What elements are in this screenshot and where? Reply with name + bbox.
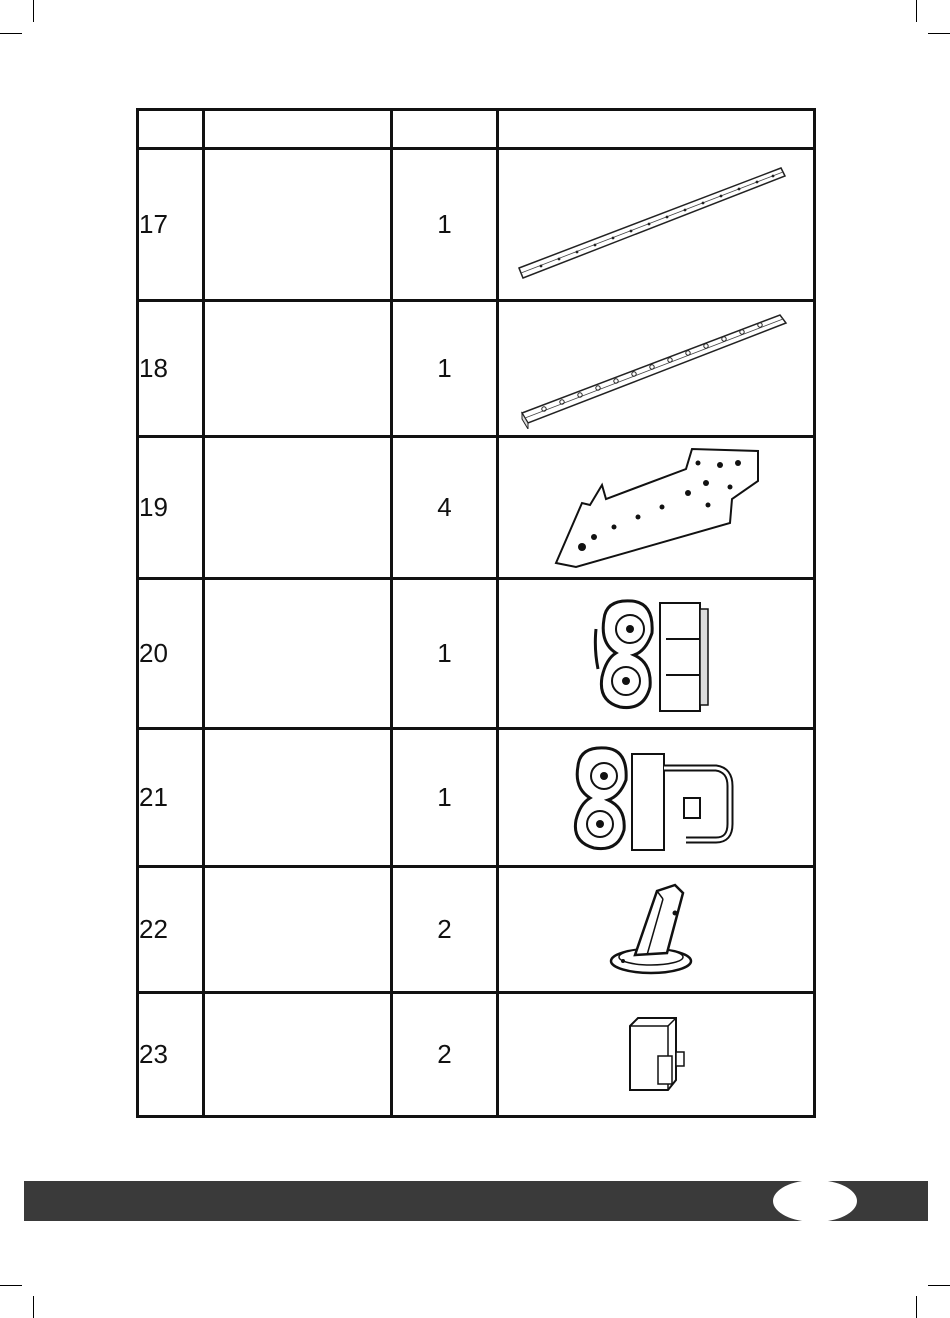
part-description	[204, 579, 392, 729]
part-image-cell	[498, 149, 815, 301]
part-image-cell	[498, 729, 815, 867]
part-quantity: 1	[392, 579, 498, 729]
crop-mark	[0, 33, 22, 34]
crop-mark	[33, 0, 34, 22]
page-number-badge	[773, 1180, 857, 1222]
table-row	[138, 993, 815, 1117]
table-row	[138, 729, 815, 867]
part-image-cell	[498, 993, 815, 1117]
part-quantity: 1	[392, 729, 498, 867]
part-description	[204, 867, 392, 993]
crop-mark	[916, 1296, 917, 1318]
part-quantity: 4	[392, 437, 498, 579]
part-description	[204, 437, 392, 579]
part-number: 19	[138, 437, 204, 579]
header-quantity	[392, 110, 498, 149]
crop-mark	[928, 1285, 950, 1286]
table-header-row	[138, 110, 815, 149]
crop-mark	[33, 1296, 34, 1318]
pulley-carriage-handle-icon	[566, 738, 746, 858]
slotted-bar-square-icon	[516, 309, 796, 429]
table-row	[138, 437, 815, 579]
angled-foot-bracket-icon	[601, 875, 711, 985]
part-quantity: 2	[392, 993, 498, 1117]
part-number: 22	[138, 867, 204, 993]
header-number	[138, 110, 204, 149]
table-row	[138, 301, 815, 437]
part-quantity: 1	[392, 301, 498, 437]
crop-mark	[0, 1285, 22, 1286]
pulley-carriage-icon	[586, 589, 726, 719]
part-quantity: 1	[392, 149, 498, 301]
part-image-cell	[498, 579, 815, 729]
part-image-cell	[498, 437, 815, 579]
part-image-cell	[498, 867, 815, 993]
part-number: 21	[138, 729, 204, 867]
crop-mark	[928, 33, 950, 34]
end-cap-icon	[616, 1010, 696, 1100]
part-description	[204, 729, 392, 867]
part-description	[204, 993, 392, 1117]
part-image-cell	[498, 301, 815, 437]
table-row	[138, 867, 815, 993]
crop-mark	[916, 0, 917, 22]
part-number: 23	[138, 993, 204, 1117]
mounting-plate-icon	[546, 443, 766, 573]
header-description	[204, 110, 392, 149]
part-quantity: 2	[392, 867, 498, 993]
table-row	[138, 579, 815, 729]
header-image	[498, 110, 815, 149]
parts-table	[136, 108, 816, 1118]
slotted-bar-long-icon	[511, 160, 801, 290]
part-description	[204, 301, 392, 437]
part-description	[204, 149, 392, 301]
part-number: 20	[138, 579, 204, 729]
table-row	[138, 149, 815, 301]
part-number: 18	[138, 301, 204, 437]
part-number: 17	[138, 149, 204, 301]
